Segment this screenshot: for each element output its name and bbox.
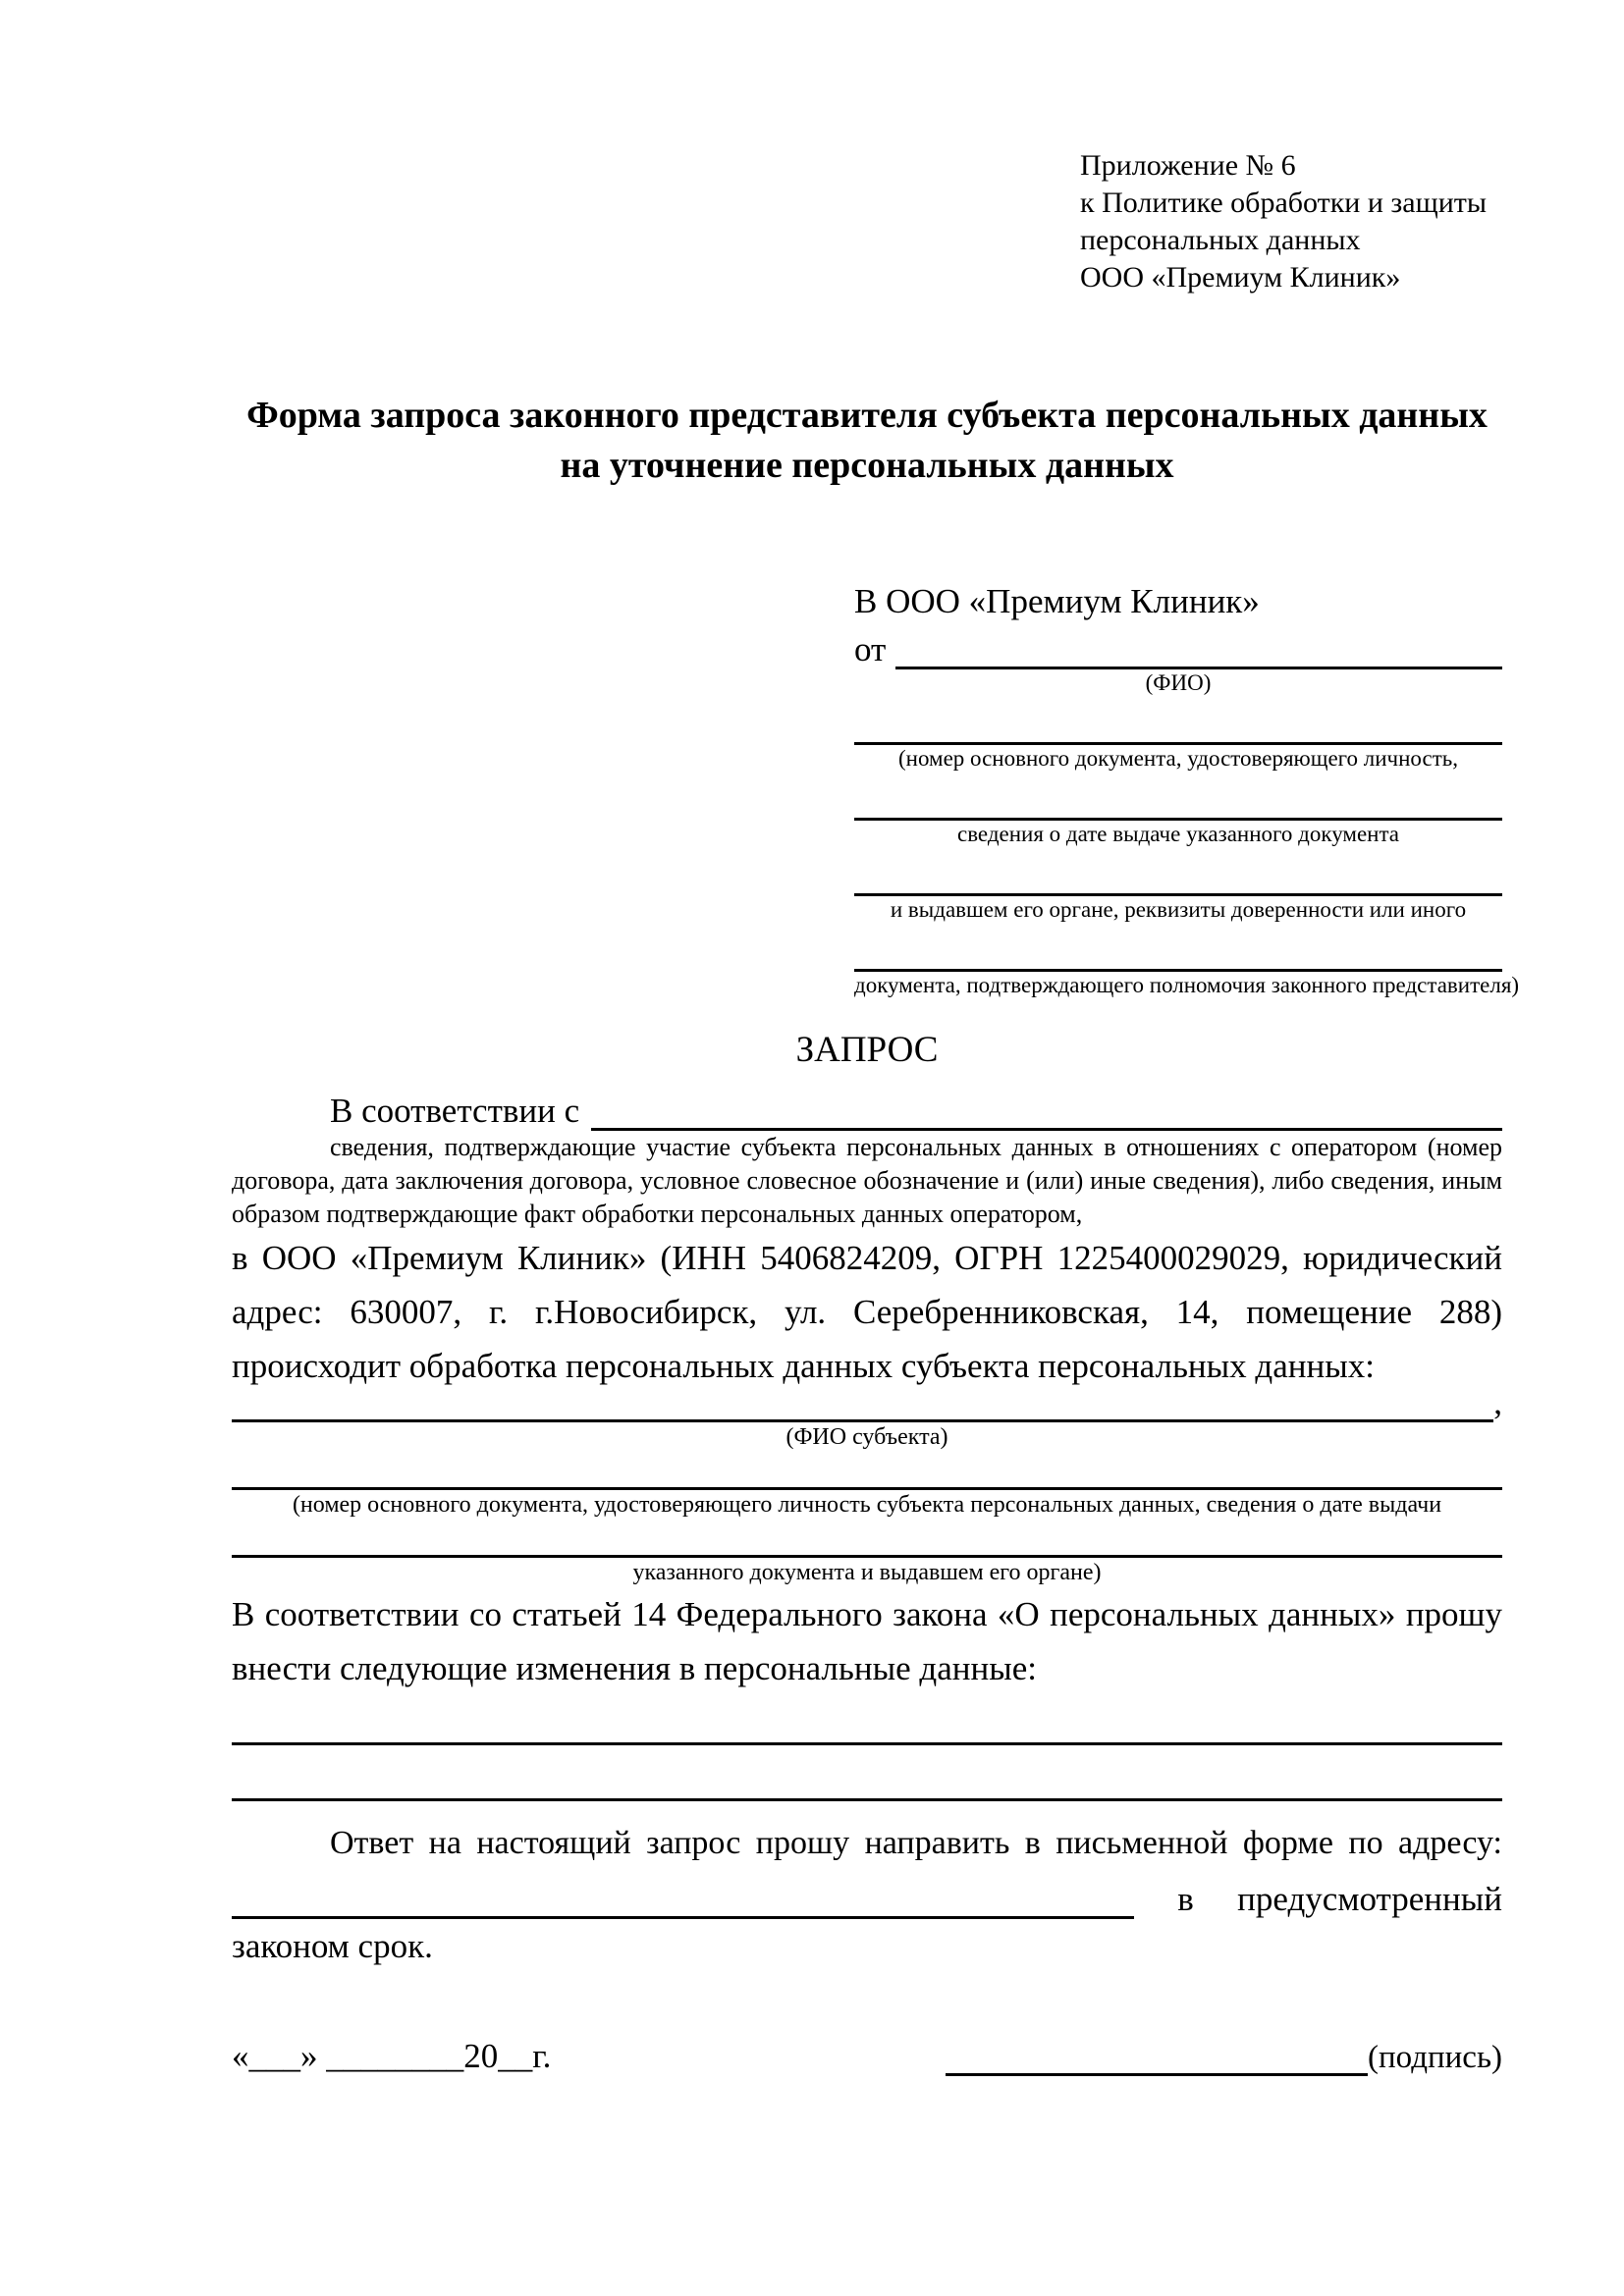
trailing-comma: , [1493, 1383, 1502, 1421]
from-label: от [854, 630, 887, 668]
reply-word-in: в [1177, 1880, 1194, 1918]
signature-group [946, 2034, 1502, 2076]
signature-field[interactable] [946, 2034, 1368, 2076]
representative-doc-caption-2: сведения о дате выдаче указанного документа [956, 822, 1400, 846]
date-signature-row [232, 2034, 1502, 2076]
representative-doc-field-1[interactable] [854, 705, 1502, 745]
reply-address-row [232, 1870, 1502, 1919]
representative-doc-caption-1: (номер основного документа, удостоверяющего личность, [897, 746, 1458, 771]
subject-fio-caption: (ФИО субъекта) [785, 1424, 948, 1450]
representative-doc-field-2[interactable] [854, 780, 1502, 821]
subject-doc-field-1[interactable] [232, 1452, 1502, 1490]
changes-field-1[interactable] [232, 1695, 1502, 1745]
fio-caption: (ФИО) [1145, 670, 1212, 695]
representative-doc-field-3[interactable] [854, 856, 1502, 896]
appendix-line: персональных данных [1080, 224, 1361, 256]
document-title [232, 391, 1502, 491]
addressee-to: В ООО «Премиум Клиник» [854, 582, 1260, 620]
changes-field-2[interactable] [232, 1745, 1502, 1801]
appendix-header [1080, 147, 1502, 296]
addressee-block [854, 579, 1520, 999]
subject-doc-field-2[interactable] [232, 1520, 1502, 1558]
reply-sentence-line-3: законом срок. [232, 1927, 433, 1965]
operator-paragraph: в ООО «Премиум Клиник» (ИНН 5406824209, ОГРН 1225400029029, юридический адрес: 630007, г. г.Новосибирск, ул. Серебренниковская, 14, помещение 288) происходит обработка персональных данных субъекта персональных данных: [232, 1239, 1502, 1385]
subject-doc-caption-2: указанного документа и выдавшем его органе) [632, 1560, 1102, 1585]
basis-prefix: В соответствии с [330, 1092, 580, 1130]
appendix-line: к Политике обработки и защиты [1080, 187, 1488, 219]
addressee-from-row [854, 624, 1502, 669]
document-title-line-2: на уточнение персональных данных [560, 445, 1174, 486]
representative-doc-caption-4: документа, подтверждающего полномочия законного представителя) [854, 973, 1520, 997]
article-paragraph: В соответствии со статьей 14 Федерального закона «О персональных данных» прошу внести следующие изменения в персональные данные: [232, 1595, 1502, 1687]
reply-sentence-line-1: Ответ на настоящий запрос прошу направить в письменной форме по адресу: [330, 1825, 1502, 1861]
date-field[interactable]: «___» ________20__г. [232, 2037, 552, 2075]
subject-doc-caption-1: (номер основного документа, удостоверяющего личность субъекта персональных данных, сведения о дате выдачи [292, 1492, 1442, 1518]
basis-note: сведения, подтверждающие участие субъекта персональных данных в отношениях с оператором (номер договора, дата заключения договора, условное словесное обозначение и (или) иные сведения), либо сведения, иным образом подтверждающие факт обработки персональных данных оператором, [232, 1133, 1502, 1228]
appendix-line: Приложение № 6 [1080, 149, 1296, 182]
basis-row [232, 1086, 1502, 1131]
signature-caption: (подпись) [1368, 2040, 1502, 2075]
reply-word-term: предусмотренный [1237, 1880, 1502, 1918]
document-title-line-1: Форма запроса законного представителя субъекта персональных данных [246, 395, 1488, 436]
representative-doc-caption-3: и выдавшем его органе, реквизиты доверенности или иного [890, 897, 1467, 922]
representative-doc-field-4[interactable] [854, 932, 1502, 972]
request-heading: ЗАПРОС [795, 1030, 939, 1070]
subject-fio-row [232, 1383, 1502, 1422]
appendix-line: ООО «Премиум Клиник» [1080, 261, 1401, 294]
